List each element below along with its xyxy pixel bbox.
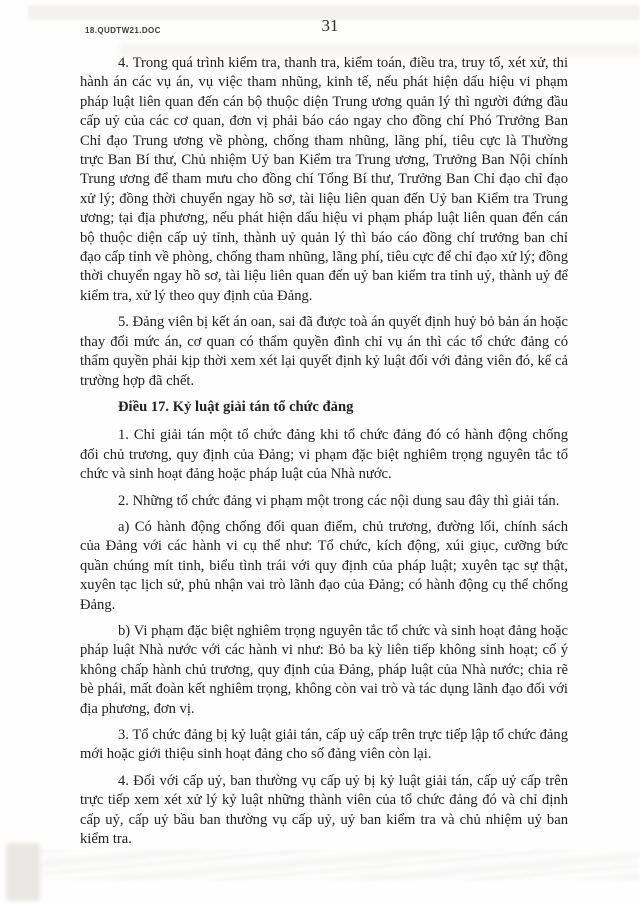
- paragraph: 4. Đối với cấp uỷ, ban thường vụ cấp uỷ bị kỷ luật giải tán, cấp uỷ cấp trên trực tiếp xem xét xử lý kỷ luật những thành viên của tổ chức đảng đó và chỉ định cấp uỷ, cấp uỷ bầu ban thường vụ cấp uỷ, uỷ ban kiểm tra và chủ nhiệm uỷ ban kiểm tra.: [80, 772, 568, 848]
- paragraph: 3. Tổ chức đảng bị kỷ luật giải tán, cấp uỷ cấp trên trực tiếp lập tổ chức đảng mới hoặc giới thiệu sinh hoạt đảng cho số đảng viên còn lại.: [80, 727, 568, 763]
- paragraph: a) Có hành động chống đối quan điểm, chủ trương, đường lối, chính sách của Đảng với các hành vi cụ thể như: Tổ chức, kích động, xúi giục, cưỡng bức quần chúng mít tinh, biểu tình trái với quy định của pháp luật; xuyên tạc sự thật, xuyên tạc lịch sử, phủ nhận vai trò lãnh đạo của Đảng; có hành động cụ thể chống Đảng.: [80, 518, 568, 613]
- section-heading: Điều 17. Kỷ luật giải tán tổ chức đảng: [118, 398, 354, 415]
- paragraph: 2. Những tổ chức đảng vi phạm một trong các nội dung sau đây thì giải tán.: [118, 492, 560, 509]
- paragraph: b) Vi phạm đặc biệt nghiêm trọng nguyên tắc tổ chức và sinh hoạt đảng hoặc pháp luật Nhà nước với các hành vi như: Bỏ ba kỳ liên tiếp không sinh hoạt; cố ý không chấp hành chủ trương, quy định của Đảng, pháp luật của Nhà nước; chia rẽ bè phái, mất đoàn kết nghiêm trọng, không còn vai trò và tác dụng lãnh đạo đối với địa phương, đơn vị.: [80, 622, 568, 717]
- document-file-label: 18.QUDTW21.DOC: [85, 26, 161, 35]
- paragraph: 1. Chỉ giải tán một tổ chức đảng khi tổ chức đảng đó có hành động chống đối chủ trương, quy định của Đảng; vi phạm đặc biệt nghiêm trọng nguyên tắc tổ chức và sinh hoạt đảng hoặc pháp luật của Nhà nước.: [80, 427, 568, 483]
- page-number: 31: [321, 16, 339, 35]
- paragraph: 5. Đảng viên bị kết án oan, sai đã được toà án quyết định huỷ bỏ bản án hoặc thay đổi mức án, cơ quan có thẩm quyền đình chỉ vụ án thì các tổ chức đảng có thẩm quyền phải kịp thời xem xét lại quyết định kỷ luật đối với đảng viên đó, kể cả trường hợp đã chết.: [80, 314, 568, 389]
- paragraph: 4. Trong quá trình kiểm tra, thanh tra, kiểm toán, điều tra, truy tố, xét xử, thi hành án các vụ án, vụ việc tham nhũng, kinh tế, nếu phát hiện dấu hiệu vi phạm pháp luật liên quan đến cán bộ thuộc diện Trung ương quản lý thì người đứng đầu cấp uỷ của các cơ quan, đơn vị phải báo cáo ngay cho đồng chí Phó Trưởng Ban Chỉ đạo Trung ương về phòng, chống tham nhũng, lãng phí, tiêu cực là Thường trực Ban Bí thư, Chủ nhiệm Uỷ ban Kiểm tra Trung ương, Trưởng Ban Nội chính Trung ương để tham mưu cho đồng chí Tổng Bí thư, Trưởng Ban Chỉ đạo chỉ đạo xử lý; đồng thời chuyển ngay hồ sơ, tài liệu liên quan đến Uỷ ban Kiểm tra Trung ương; tại địa phương, nếu phát hiện dấu hiệu vi phạm pháp luật liên quan đến cán bộ thuộc diện cấp uỷ tỉnh, thành uỷ quản lý thì báo cáo đồng chí trưởng ban chỉ đạo cấp tỉnh về phòng, chống tham nhũng, lãng phí, tiêu cực để chỉ đạo xử lý; đồng thời chuyển ngay hồ sơ, tài liệu liên quan đến uỷ ban kiểm tra tỉnh uỷ, thành uỷ để kiểm tra, xử lý theo quy định của Đảng.: [80, 55, 568, 304]
- scan-artifact-bottom-left-smudge: [6, 843, 40, 901]
- document-body: [80, 54, 568, 856]
